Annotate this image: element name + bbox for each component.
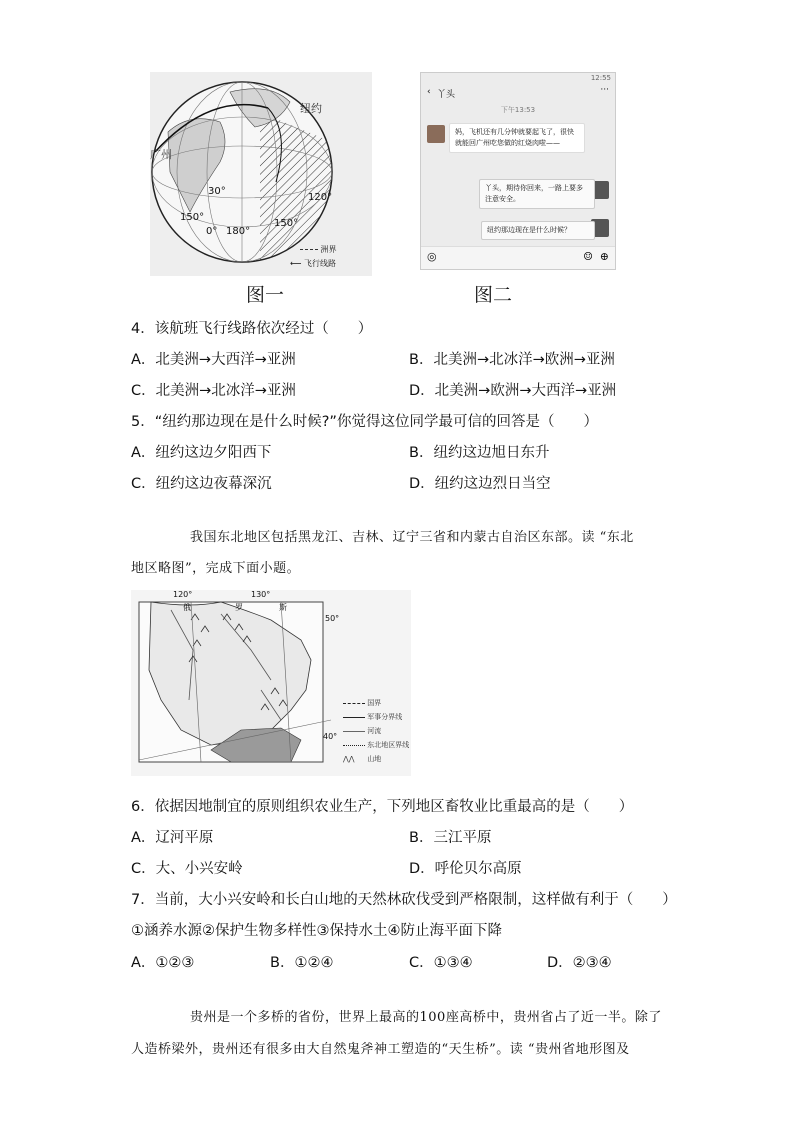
map-label-russia-3: 斯 [279, 603, 287, 612]
question-7-option-a[interactable]: A．①②③ [131, 955, 195, 971]
guizhou-intro-line-1: 贵州是一个多桥的省份，世界上最高的100座高桥中，贵州省占了近一半。除了 [190, 1010, 662, 1025]
question-5-stem: 5．“纽约那边现在是什么时候?”你觉得这位同学最可信的回答是（ ） [131, 414, 598, 430]
question-4-stem: 4．该航班飞行线路依次经过（ ） [131, 321, 373, 337]
map-lon-120: 120° [173, 590, 193, 599]
arrow-left-icon: ⟵ [290, 259, 302, 268]
question-6-option-a[interactable]: A．辽河平原 [131, 830, 214, 846]
map-legend-border [343, 698, 381, 708]
back-chevron-icon[interactable]: ‹ [427, 87, 431, 97]
map-lat-50: 50° [325, 614, 340, 623]
status-time: 12:55 [590, 74, 611, 82]
figure-1-globe-map [150, 72, 372, 276]
map-label-russia-2: 罗 [235, 603, 243, 612]
map-legend-military-label: 军事分界线 [367, 713, 403, 721]
question-5-option-b[interactable]: B．纽约这边旭日东升 [409, 445, 550, 461]
northeast-intro-line-2: 地区略图”，完成下面小题。 [131, 561, 301, 576]
legend-flight-route [290, 258, 336, 269]
map-legend-military [343, 712, 402, 722]
question-7-option-b[interactable]: B．①②④ [270, 955, 334, 971]
emoji-icon[interactable]: ☺ [583, 250, 593, 263]
question-7-option-c[interactable]: C．①③④ [409, 955, 473, 971]
question-5-option-d[interactable]: D．纽约这边烈日当空 [409, 476, 551, 492]
map-legend-border-label: 国界 [367, 699, 382, 707]
label-lat-30: 30° [208, 186, 226, 197]
message-bubble-2: 丫头，期待你回来，一路上要多注意安全。 [479, 179, 595, 209]
label-lon-150-e: 150° [274, 218, 299, 229]
plus-icon[interactable]: ⊕ [599, 250, 609, 263]
map-legend-river-label: 河流 [367, 727, 382, 735]
question-6-option-c[interactable]: C．大、小兴安岭 [131, 861, 243, 877]
map-lat-40: 40° [323, 732, 338, 741]
label-lon-120: 120° [308, 192, 333, 203]
status-bar [421, 73, 615, 85]
map-label-russia-1: 俄 [183, 603, 191, 612]
label-lon-180: 180° [226, 226, 251, 237]
chat-input-bar [421, 246, 615, 269]
question-7-option-d[interactable]: D．②③④ [547, 955, 612, 971]
map-legend-river [343, 726, 381, 736]
guizhou-intro-line-2: 人造桥梁外，贵州还有很多由大自然鬼斧神工塑造的“天生桥”。读 “贵州省地形图及 [131, 1042, 630, 1057]
more-icon[interactable]: ··· [600, 85, 609, 95]
label-lon-150-w: 150° [180, 212, 205, 223]
northeast-intro-line-1: 我国东北地区包括黑龙江、吉林、辽宁三省和内蒙古自治区东部。读 “东北 [190, 530, 634, 545]
question-6-option-d[interactable]: D．呼伦贝尔高原 [409, 861, 522, 877]
avatar-mom [427, 125, 445, 143]
figure-2-caption: 图二 [474, 284, 513, 306]
question-4-option-c[interactable]: C．北美洲→北冰洋→亚洲 [131, 383, 296, 399]
message-bubble-3: 纽约那边现在是什么时候？ [481, 221, 595, 240]
question-6-option-b[interactable]: B．三江平原 [409, 830, 492, 846]
map-legend-region [343, 740, 409, 750]
label-lon-0: 0° [206, 226, 218, 237]
legend-flight-route-label: 飞行线路 [304, 259, 337, 268]
map-lon-130: 130° [251, 590, 271, 599]
question-4-option-b[interactable]: B．北美洲→北冰洋→欧洲→亚洲 [409, 352, 615, 368]
map-legend-mountain-label: 山地 [367, 755, 382, 763]
legend-continent-border [300, 244, 337, 255]
legend-continent-border-label: 洲界 [320, 245, 337, 254]
question-7-items: ①涵养水源②保护生物多样性③保持水土④防止海平面下降 [131, 923, 502, 939]
question-5-option-a[interactable]: A．纽约这边夕阳西下 [131, 445, 272, 461]
question-7-stem: 7．当前，大小兴安岭和长白山地的天然林砍伐受到严格限制，这样做有利于（ ） [131, 892, 677, 908]
message-bubble-1: 妈，飞机还有几分钟就要起飞了，很快就能回广州吃您做的红烧肉啦—— [449, 123, 585, 153]
map-legend-region-label: 东北地区界线 [367, 741, 410, 749]
figure-2-chat-screenshot [420, 72, 616, 270]
map-legend-mountain [343, 754, 381, 764]
question-5-option-c[interactable]: C．纽约这边夜幕深沉 [131, 476, 272, 492]
question-4-option-d[interactable]: D．北美洲→欧洲→大西洋→亚洲 [409, 383, 617, 399]
label-guangzhou: 广州 [150, 148, 172, 161]
question-6-stem: 6．依据因地制宜的原则组织农业生产，下列地区畜牧业比重最高的是（ ） [131, 799, 634, 815]
question-4-option-a[interactable]: A．北美洲→大西洋→亚洲 [131, 352, 296, 368]
northeast-china-map [131, 590, 411, 776]
chat-time-stamp: 下午13:53 [500, 106, 536, 114]
globe-svg [150, 72, 372, 276]
figure-1-caption: 图一 [246, 284, 285, 306]
chat-title: 丫头 [437, 90, 456, 100]
label-newyork: 纽约 [300, 102, 322, 115]
chat-title-bar [421, 85, 615, 103]
voice-icon[interactable]: ◎ [427, 250, 437, 263]
mountain-icon: ⋀⋀ [343, 755, 355, 763]
